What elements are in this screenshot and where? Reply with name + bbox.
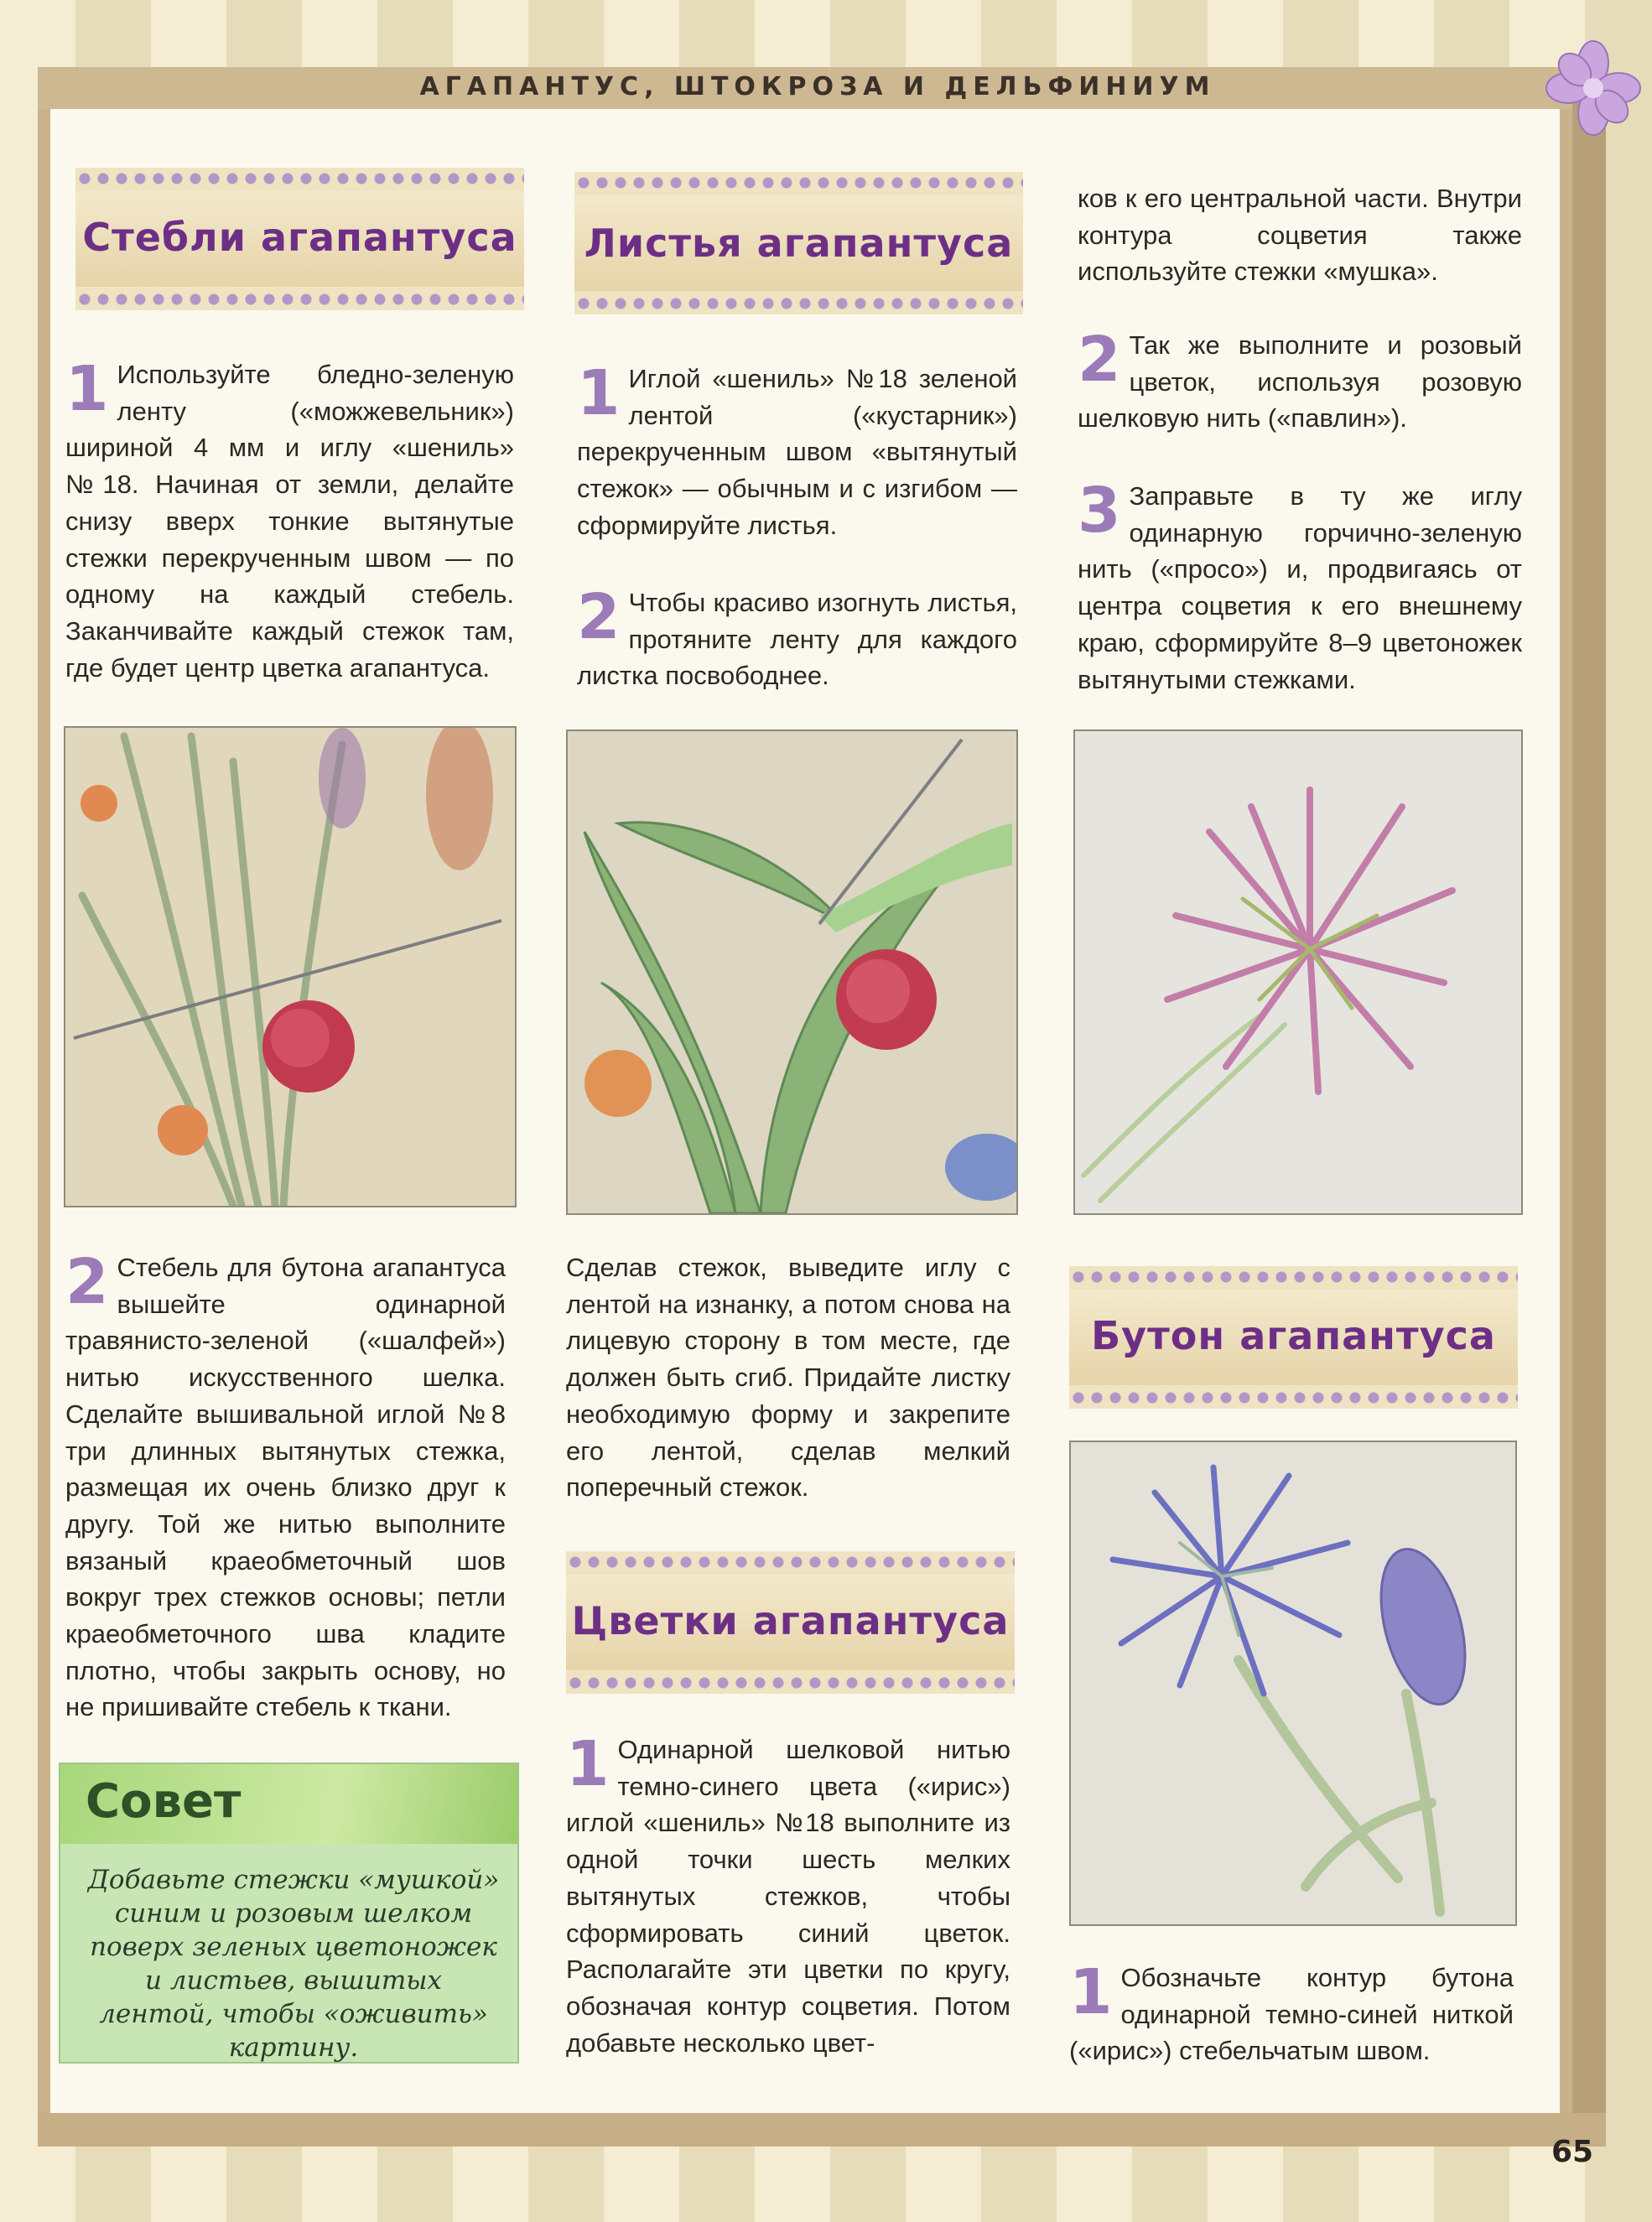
step-text: 1 Обозначьте контур бутона одинарной темно-синей ниткой («ирис») стебельчатым швом. bbox=[1069, 1956, 1514, 2066]
section-ribbon-leaves bbox=[574, 172, 1023, 314]
step-number: 3 bbox=[1078, 475, 1121, 547]
photo-bud bbox=[1069, 1441, 1517, 1926]
section-heading: Стебли агапантуса bbox=[82, 215, 517, 260]
section-ribbon-bud bbox=[1069, 1266, 1518, 1409]
step-text: 1 Используйте бледно-зеленую ленту («можжевельник») шириной 4 мм и иглу «шениль» №18. Начиная от земли, делайте снизу вверх тонкие вытянутые стежки перекрученным швом — по одному на каждый стебель. Заканчивайте каждый стежок там, где будет центр цветка агапантуса. bbox=[65, 353, 514, 683]
footer-bar bbox=[38, 2113, 1606, 2147]
photo-leaves bbox=[566, 729, 1018, 1215]
advice-text: Добавьте стежки «мушкой» синим и розовым шелком поверх зеленых цветоножек и листьев, вышитых лентой, чтобы «оживить» картину. bbox=[87, 1865, 500, 2063]
continuation-text: Сделав стежок, выведите иглу с лентой на изнанку, а потом снова на лицевую сторону в том месте, где должен быть сгиб. Придайте листку необходимую форму и закрепите его лентой, сделав мелкий поперечный стежок. bbox=[566, 1253, 1010, 1503]
step-number: 1 bbox=[65, 353, 109, 425]
step-text: 1 Иглой «шениль» №18 зеленой лентой («кустарник») перекрученным швом «вытянутый стежок» — обычным и с изгибом — сформируйте листья. bbox=[577, 357, 1017, 540]
ribbon-flower-icon bbox=[1543, 38, 1644, 138]
step-text: 2 Чтобы красиво изогнуть листья, протяните ленту для каждого листка посвободнее. bbox=[577, 581, 1017, 691]
step-text: 2 Стебель для бутона агапантуса вышейте одинарной травянисто-зеленой («шалфей») нитью искусственного шелка. Сделайте вышивальной иглой №8 три длинных вытянутых стежка, размещая их очень близко друг к другу. Той же нитью выполните вязаный краеобметочный шов вокруг трех стежков основы; петли краеобметочного шва кладите плотно, чтобы закрыть основу, но не пришивайте стебель к ткани. bbox=[65, 1246, 506, 1722]
step-number: 1 bbox=[1069, 1956, 1113, 2028]
page-edge bbox=[1572, 67, 1606, 2147]
advice-title: Совет bbox=[86, 1774, 242, 1829]
step-number: 2 bbox=[65, 1246, 109, 1318]
photo-stems bbox=[64, 726, 517, 1207]
step-text: 1 Одинарной шелковой нитью темно-синего цвета («ирис») иглой «шениль» №18 выполните из одной точки шесть мелких вытянутых стежков, чтобы сформировать синий цветок. Располагайте эти цветки по кругу, обозначая контур соцветия. Потом добавьте несколько цвет- bbox=[566, 1728, 1010, 2058]
advice-box bbox=[59, 1763, 519, 2064]
page-number: 65 bbox=[1551, 2135, 1594, 2169]
section-heading: Цветки агапантуса bbox=[571, 1598, 1010, 1643]
step-number: 1 bbox=[566, 1728, 610, 1800]
step-text: 3 Заправьте в ту же иглу одинарную горчично-зеленую нить («просо») и, продвигаясь от центра соцветия к его внешнему краю, сформируйте 8–9 цветоножек вытянутыми стежками. bbox=[1078, 475, 1522, 694]
photo-pink-flower bbox=[1073, 729, 1523, 1215]
step-number: 1 bbox=[577, 357, 621, 429]
section-ribbon-stems bbox=[75, 168, 524, 310]
step-text: 2 Так же выполните и розовый цветок, используя розовую шелковую нить («павлин»). bbox=[1078, 324, 1522, 433]
page-header-title: АГАПАНТУС, ШТОКРОЗА И ДЕЛЬФИНИУМ bbox=[419, 72, 1216, 101]
continuation-text: ков к его центральной части. Внутри контура соцветия также используйте стежки «мушка». bbox=[1078, 184, 1522, 287]
section-ribbon-flowers bbox=[566, 1551, 1015, 1694]
step-number: 2 bbox=[1078, 324, 1121, 396]
step-number: 2 bbox=[577, 581, 621, 653]
section-heading: Листья агапантуса bbox=[584, 221, 1014, 266]
section-heading: Бутон агапантуса bbox=[1091, 1313, 1496, 1358]
